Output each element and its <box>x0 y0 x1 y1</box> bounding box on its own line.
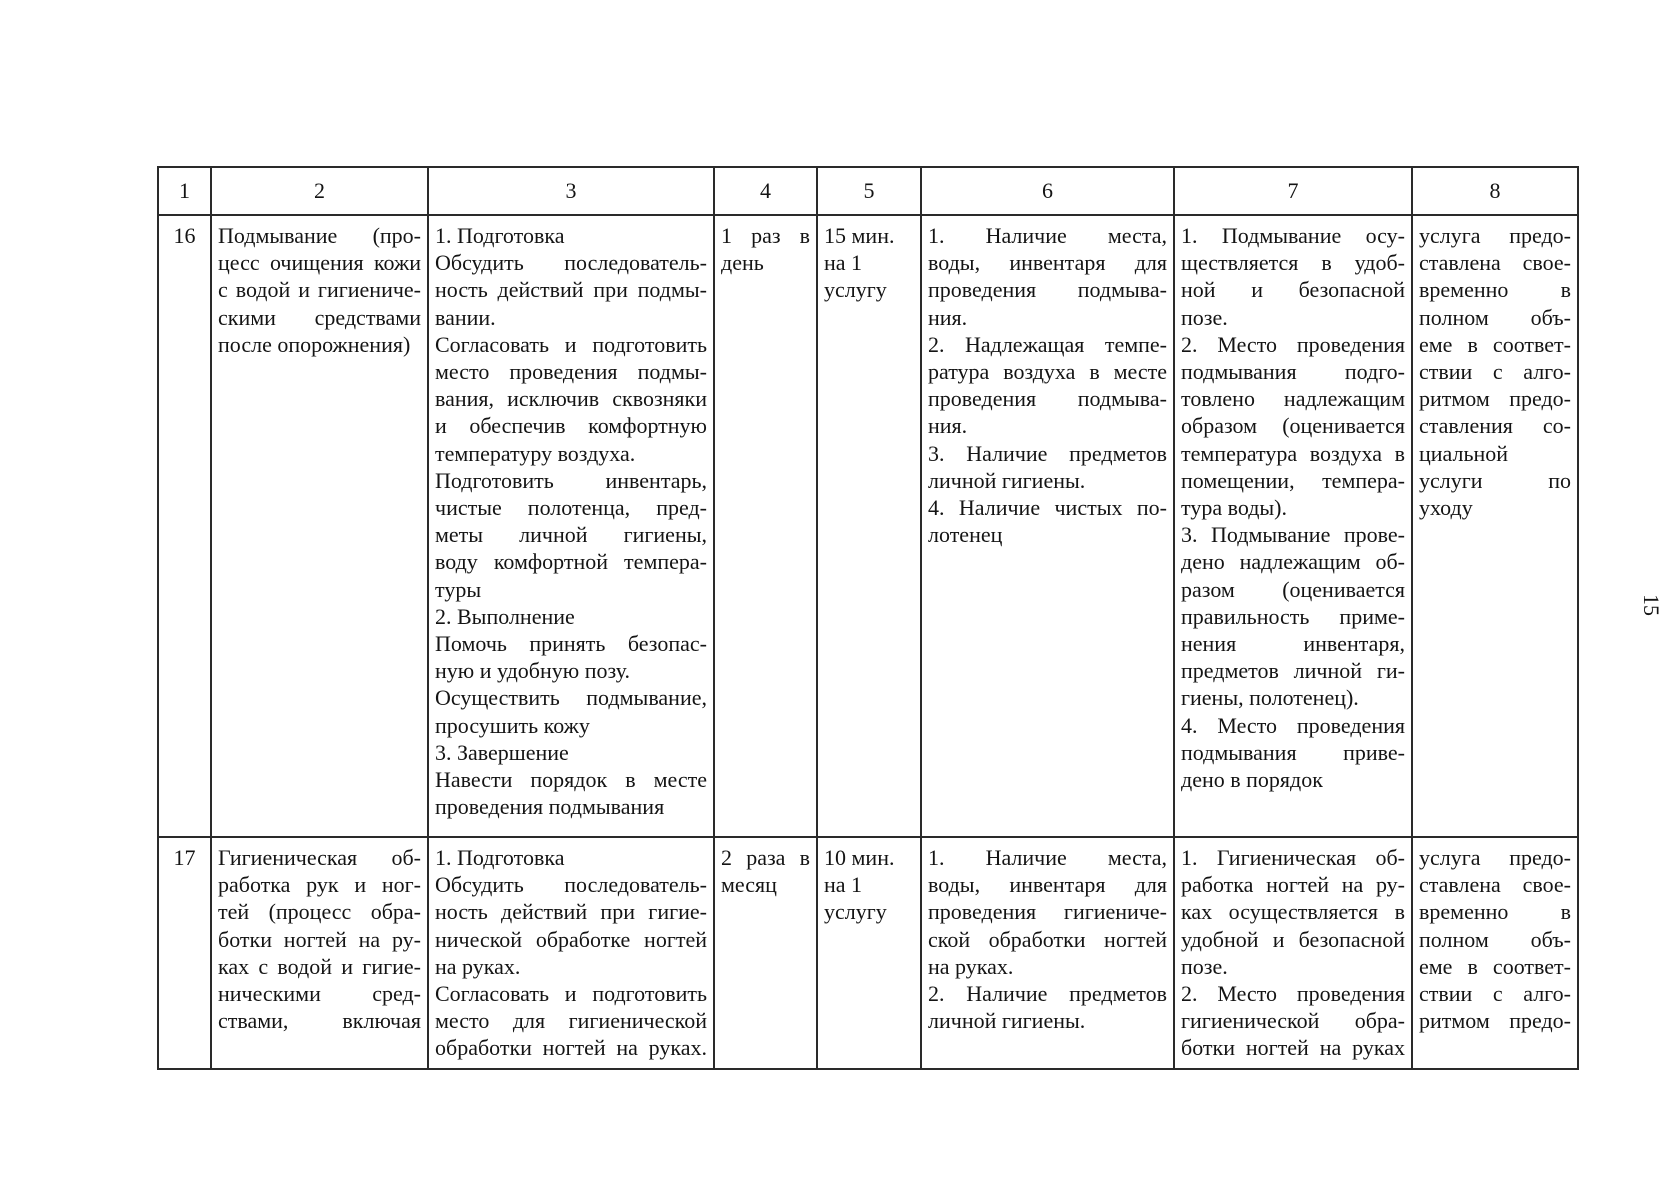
cell-line: уходу <box>1419 495 1473 521</box>
cell-line: воды, инвентаря для <box>928 250 1167 276</box>
cell-line: проведения подмыва- <box>928 386 1167 412</box>
conditions-cell <box>921 837 1174 1069</box>
cell-line: полном объ- <box>1419 304 1571 330</box>
cell-line: дено надлежащим об- <box>1181 549 1405 575</box>
cell-line: Согласовать и подготовить <box>435 981 707 1007</box>
cell-line: ботки ногтей на ру- <box>218 926 421 952</box>
cell-line: Обсудить последователь- <box>435 872 707 898</box>
cell-line: месяц <box>721 872 777 898</box>
cell-line: Помочь принять безопас- <box>435 631 707 657</box>
cell-line: ния. <box>928 413 968 439</box>
cell-line: 2. Наличие предметов <box>928 981 1167 1007</box>
cell-line: 10 мин. <box>824 845 895 870</box>
cell-line: ствии с алго- <box>1419 359 1571 385</box>
cell-line: полном объ- <box>1419 926 1571 952</box>
procedure-cell <box>428 215 714 837</box>
cell-line: ставлена свое- <box>1419 250 1571 276</box>
cell-line: после опорожнения) <box>218 331 411 357</box>
cell-line: подмывания приве- <box>1181 739 1405 765</box>
cell-line: на 1 <box>824 250 863 276</box>
cell-line: позе. <box>1181 304 1228 330</box>
cell-line: ния. <box>928 304 968 330</box>
cell-line: услуги по <box>1419 467 1571 493</box>
cell-line: услугу <box>824 277 887 303</box>
cell-line: циальной <box>1419 440 1509 466</box>
evaluation-cell <box>1412 837 1578 1069</box>
cell-line: еме в соответ- <box>1419 331 1571 357</box>
cell-line: 3. Подмывание прове- <box>1181 522 1405 548</box>
cell-line: 3. Завершение <box>435 739 569 765</box>
cell-line: Навести порядок в месте <box>435 767 707 793</box>
column-header: 7 <box>1174 167 1412 215</box>
cell-line: работка рук и ног- <box>218 872 421 898</box>
conditions-cell <box>921 215 1174 837</box>
cell-line: ской обработки ногтей <box>928 926 1167 952</box>
cell-line: 2. Место проведения <box>1181 981 1405 1007</box>
quality-indicators-cell <box>1174 215 1412 837</box>
cell-line: ставлена свое- <box>1419 872 1571 898</box>
cell-line: цесс очищения кожи <box>218 250 421 276</box>
cell-line: температуру воздуха. <box>435 440 636 466</box>
cell-line: 2. Надлежащая темпе- <box>928 331 1167 357</box>
cell-line: 1 раз в <box>721 223 810 248</box>
cell-line: разом (оценивается <box>1181 576 1405 602</box>
cell-line: ритмом предо- <box>1419 1008 1571 1034</box>
cell-line: 1. Подготовка <box>435 845 565 870</box>
cell-line: образом (оценивается <box>1181 413 1405 439</box>
cell-line: обработки ногтей на руках. <box>435 1035 707 1061</box>
cell-line: проведения гигиениче- <box>928 899 1167 925</box>
cell-line: просушить кожу <box>435 712 590 738</box>
cell-line: 4. Наличие чистых по- <box>928 495 1167 521</box>
cell-line: ках с водой и гигие- <box>218 953 421 979</box>
cell-line: подмывания подго- <box>1181 359 1405 385</box>
cell-line: ставления со- <box>1419 413 1571 439</box>
cell-line: 1. Подготовка <box>435 223 565 248</box>
cell-line: скими средствами <box>218 304 421 330</box>
cell-line: ботки ногтей на руках <box>1181 1035 1405 1061</box>
cell-line: удобной и безопасной <box>1181 926 1405 952</box>
cell-line: ствии с алго- <box>1419 981 1571 1007</box>
column-header: 5 <box>817 167 921 215</box>
header-row <box>158 167 1578 215</box>
quality-indicators-cell <box>1174 837 1412 1069</box>
column-header: 6 <box>921 167 1174 215</box>
cell-line: тура воды). <box>1181 495 1287 521</box>
cell-line: услуга предо- <box>1419 223 1571 248</box>
procedure-cell <box>428 837 714 1069</box>
cell-line: нической обработке ногтей <box>435 926 707 952</box>
cell-line: и обеспечив комфортную <box>435 413 707 439</box>
cell-line: ществляется в удоб- <box>1181 250 1405 276</box>
cell-line: день <box>721 250 764 276</box>
service-name-cell <box>211 215 428 837</box>
cell-line: проведения подмывания <box>435 794 665 820</box>
cell-line: Подготовить инвентарь, <box>435 467 707 493</box>
cell-line: проведения подмыва- <box>928 277 1167 303</box>
cell-line: временно в <box>1419 277 1571 303</box>
cell-line: место проведения подмы- <box>435 359 707 385</box>
cell-line: 3. Наличие предметов <box>928 440 1167 466</box>
cell-line: работка ногтей на ру- <box>1181 872 1405 898</box>
cell-line: Согласовать и подготовить <box>435 331 707 357</box>
cell-line: лотенец <box>928 522 1003 548</box>
cell-line: 2. Выполнение <box>435 603 575 629</box>
cell-line: Обсудить последователь- <box>435 250 707 276</box>
cell-line: ритмом предо- <box>1419 386 1571 412</box>
cell-line: на руках. <box>928 953 1014 979</box>
cell-line: на 1 <box>824 872 863 898</box>
cell-line: нения инвентаря, <box>1181 631 1405 657</box>
cell-line: воду комфортной темпера- <box>435 549 707 575</box>
cell-line: ствами, включая <box>218 1008 421 1034</box>
cell-line: ность действий при гигие- <box>435 899 707 925</box>
cell-line: меты личной гигиены, <box>435 522 707 548</box>
cell-line: личной гигиены. <box>928 1008 1086 1034</box>
frequency-cell <box>714 837 817 1069</box>
cell-line: 4. Место проведения <box>1181 712 1405 738</box>
cell-line: ность действий при подмы- <box>435 277 707 303</box>
duration-cell <box>817 215 921 837</box>
table-row <box>158 215 1578 837</box>
cell-line: ратура воздуха в месте <box>928 359 1167 385</box>
service-name-cell <box>211 837 428 1069</box>
cell-line: вании. <box>435 304 496 330</box>
cell-line: 2. Место проведения <box>1181 331 1405 357</box>
cell-line: ную и удобную позу. <box>435 658 630 684</box>
column-header: 1 <box>158 167 211 215</box>
cell-line: гиены, полотенец). <box>1181 685 1359 711</box>
cell-line: личной гигиены. <box>928 467 1086 493</box>
cell-line: 1. Подмывание осу- <box>1181 223 1405 248</box>
cell-line: товлено надлежащим <box>1181 386 1405 412</box>
cell-line: с водой и гигиениче- <box>218 277 421 303</box>
cell-line: 1. Гигиеническая об- <box>1181 845 1405 870</box>
cell-line: 1. Наличие места, <box>928 845 1167 870</box>
cell-line: гигиенической обра- <box>1181 1008 1405 1034</box>
table-row <box>158 837 1578 1069</box>
cell-line: временно в <box>1419 899 1571 925</box>
row-number: 17 <box>158 837 211 1069</box>
frequency-cell <box>714 215 817 837</box>
cell-line: Подмывание (про- <box>218 223 421 248</box>
cell-line: дено в порядок <box>1181 767 1323 793</box>
cell-line: помещении, темпера- <box>1181 467 1405 493</box>
column-header: 4 <box>714 167 817 215</box>
cell-line: вания, исключив сквозняки <box>435 386 707 412</box>
cell-line: 2 раза в <box>721 845 810 870</box>
column-header: 3 <box>428 167 714 215</box>
cell-line: ническими сред- <box>218 981 421 1007</box>
cell-line: 1. Наличие места, <box>928 223 1167 248</box>
row-number: 16 <box>158 215 211 837</box>
cell-line: предметов личной ги- <box>1181 658 1405 684</box>
cell-line: туры <box>435 576 482 602</box>
cell-line: ной и безопасной <box>1181 277 1405 303</box>
cell-line: Гигиеническая об- <box>218 845 421 870</box>
cell-line: еме в соответ- <box>1419 953 1571 979</box>
cell-line: 15 мин. <box>824 223 895 248</box>
cell-line: услуга предо- <box>1419 845 1571 870</box>
cell-line: место для гигиенической <box>435 1008 707 1034</box>
page-number: 15 <box>1639 594 1664 616</box>
cell-line: правильность приме- <box>1181 603 1405 629</box>
cell-line: воды, инвентаря для <box>928 872 1167 898</box>
cell-line: на руках. <box>435 953 521 979</box>
cell-line: тей (процесс обра- <box>218 899 421 925</box>
services-table <box>157 166 1579 1070</box>
cell-line: позе. <box>1181 953 1228 979</box>
cell-line: температура воздуха в <box>1181 440 1405 466</box>
duration-cell <box>817 837 921 1069</box>
evaluation-cell <box>1412 215 1578 837</box>
column-header: 8 <box>1412 167 1578 215</box>
column-header: 2 <box>211 167 428 215</box>
cell-line: ках осуществляется в <box>1181 899 1405 925</box>
cell-line: Осуществить подмывание, <box>435 685 707 711</box>
cell-line: чистые полотенца, пред- <box>435 495 707 521</box>
cell-line: услугу <box>824 899 887 925</box>
